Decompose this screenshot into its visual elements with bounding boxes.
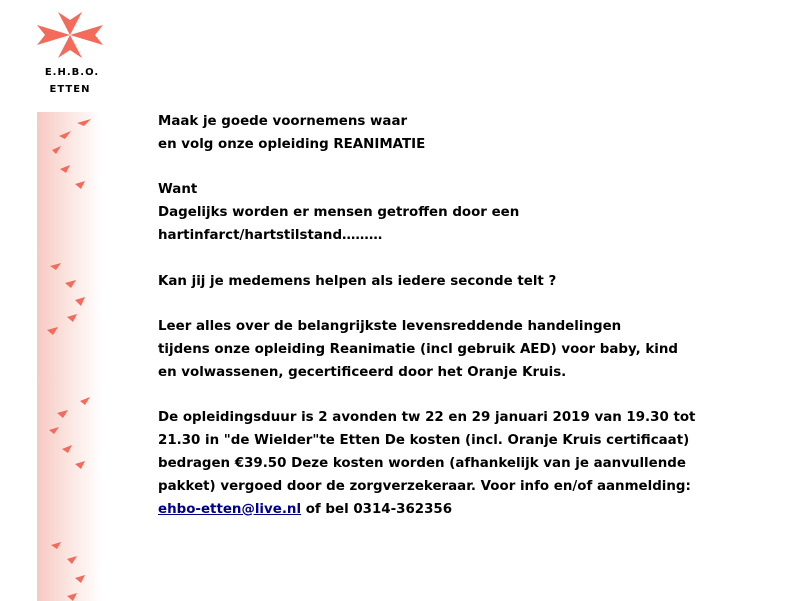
text-line: en volwassenen, gecertificeerd door het Oranje Kruis.: [158, 364, 567, 380]
text-line: en volg onze opleiding REANIMATIE: [158, 136, 426, 152]
email-link[interactable]: ehbo-etten@live.nl: [158, 501, 302, 517]
decorative-strip: [37, 112, 101, 601]
text-line: hartinfarct/hartstilstand………: [158, 227, 383, 243]
text-line: Maak je goede voornemens waar: [158, 114, 408, 129]
text-line: tijdens onze opleiding Reanimatie (incl gebruik AED) voor baby, kind: [158, 341, 678, 357]
text-line: 21.30 in "de Wielder"te Etten De kosten (incl. Oranje Kruis certificaat): [158, 433, 690, 449]
logo: [32, 8, 108, 98]
announcement-text: [158, 111, 778, 521]
text-line: Leer alles over de belangrijkste levensreddende handelingen: [158, 319, 622, 335]
org-location: ETTEN: [49, 84, 91, 95]
text-line: Dagelijks worden er mensen getroffen door een: [158, 205, 520, 221]
text-line: pakket) vergoed door de zorgverzekeraar. Voor info en/of aanmelding:: [158, 478, 691, 494]
contact-line: [158, 499, 778, 522]
maltese-cross-icon: [32, 8, 108, 62]
text-line: Kan jij je medemens helpen als iedere seconde telt ?: [158, 273, 557, 289]
text-line: De opleidingsduur is 2 avonden tw 22 en 29 januari 2019 van 19.30 tot: [158, 410, 696, 426]
org-name: E.H.B.O.: [44, 67, 100, 78]
text-line: Want: [158, 182, 198, 198]
arrow-pattern-icon: [37, 112, 101, 601]
phone-text: of bel 0314-362356: [301, 501, 453, 517]
text-line: bedragen €39.50 Deze kosten worden (afhankelijk van je aanvullende: [158, 455, 686, 471]
